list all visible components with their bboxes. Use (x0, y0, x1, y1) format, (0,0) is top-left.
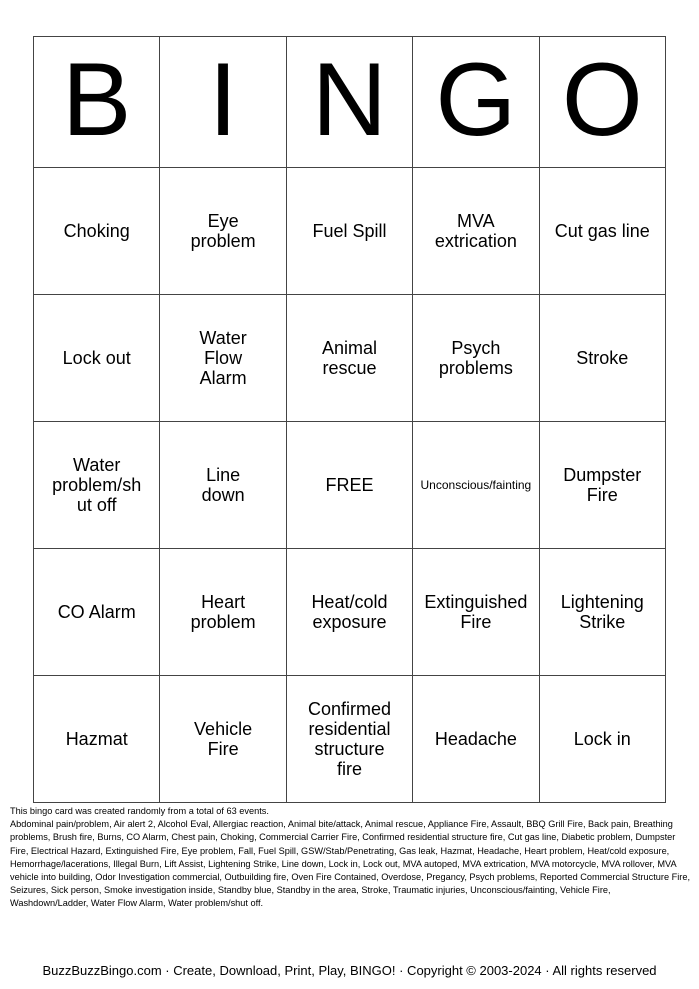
cell-text: MVA extrication (434, 211, 517, 251)
bingo-cell (413, 295, 539, 422)
bingo-cell (34, 549, 160, 676)
header-letter-i: I (160, 37, 286, 168)
cell-text: Headache (434, 729, 517, 749)
cell-text: Heat/cold exposure (311, 592, 388, 632)
bingo-cell (34, 168, 160, 295)
event-list: Abdominal pain/problem, Air alert 2, Alcohol Eval, Allergiac reaction, Animal bite/attack, Animal rescue, Appliance Fire, Assault, BBQ Grill Fire, Back pain, Breathing problems, Brush fire, Burns, CO Alarm, Chest pain, Choking, Commercial Carrier Fire, Confirmed residential structure fire, Cut gas line, Diabetic problem, Dumpster Fire, Electrical Hazard, Extinguished Fire, Eye problem, Fall, Fuel Spill, GSW/Stab/Penetrating, Gas leak, Hazmat, Headache, Heart problem, Heat/cold exposure, Hemorrhage/lacerations, Illegal Burn, Lift Assist, Lightening Strike, Line down, Lock in, Lock out, MVA autoped, MVA extrication, MVA motorcycle, MVA rollover, MVA vehicle into building, Odor Investigation commercial, Outbuilding fire, Oven Fire Contained, Overdose, Pregancy, Psych problems, Reported Commercial Structure Fire, Seizures, Sick person, Smoke investigation inside, Standby blue, Standby in the area, Stroke, Traumatic injuries, Unconscious/fainting, Vehicle Fire, Washdown/Ladder, Water Flow Alarm, Water problem/shut off. (10, 819, 691, 909)
bingo-cell (539, 168, 665, 295)
header-letter-o: O (539, 37, 665, 168)
bingo-cell (286, 295, 412, 422)
bingo-cell (160, 295, 286, 422)
header-row (34, 37, 666, 168)
bingo-cell (286, 676, 412, 803)
card-info-intro: This bingo card was created randomly from a total of 63 events. (10, 806, 269, 816)
cell-text: Heart problem (190, 592, 256, 632)
bingo-cell (539, 295, 665, 422)
cell-text: Hazmat (65, 729, 128, 749)
bingo-cell (286, 549, 412, 676)
bingo-cell (413, 168, 539, 295)
cell-text: Lock out (62, 348, 131, 368)
card-info (10, 805, 690, 911)
cell-text: Eye problem (190, 211, 256, 251)
bingo-cell (539, 676, 665, 803)
free-space (286, 422, 412, 549)
card-row (34, 676, 666, 803)
header-letter-g: G (413, 37, 539, 168)
bingo-cell (34, 295, 160, 422)
bingo-cell (539, 549, 665, 676)
bingo-cell (286, 168, 412, 295)
bingo-cell (160, 549, 286, 676)
cell-text: Animal rescue (321, 338, 377, 378)
cell-text: Stroke (576, 348, 629, 368)
cell-text: Vehicle Fire (194, 719, 253, 759)
cell-text: Fuel Spill (312, 221, 387, 241)
cell-text: Water problem/shut off (52, 455, 142, 515)
cell-text: Dumpster Fire (563, 465, 642, 505)
bingo-cell (413, 549, 539, 676)
header-letter-n: N (286, 37, 412, 168)
cell-text: Lightening Strike (560, 592, 644, 632)
bingo-card (33, 36, 666, 803)
cell-text: Extinguished Fire (424, 592, 528, 632)
bingo-cell (413, 676, 539, 803)
bingo-cell (34, 422, 160, 549)
cell-text: Unconscious/fainting (420, 478, 532, 492)
bingo-cell (160, 676, 286, 803)
card-row (34, 295, 666, 422)
bingo-cell (413, 422, 539, 549)
bingo-cell (34, 676, 160, 803)
cell-text: Cut gas line (554, 221, 650, 241)
bingo-cell (539, 422, 665, 549)
cell-text: Lock in (573, 729, 631, 749)
bingo-cell (160, 168, 286, 295)
cell-text: Choking (63, 221, 130, 241)
card-row (34, 422, 666, 549)
cell-text: FREE (325, 475, 374, 495)
card-row (34, 168, 666, 295)
bingo-cell (160, 422, 286, 549)
cell-text: Line down (201, 465, 245, 505)
cell-text: Psych problems (438, 338, 513, 378)
header-letter-b: B (34, 37, 160, 168)
cell-text: Water Flow Alarm (199, 328, 247, 388)
site-footer: BuzzBuzzBingo.com · Create, Download, Print, Play, BINGO! · Copyright © 2003-2024 · All rights reserved (42, 963, 657, 978)
card-row (34, 549, 666, 676)
cell-text: Confirmed residential structure fire (307, 699, 391, 779)
cell-text: CO Alarm (57, 602, 136, 622)
